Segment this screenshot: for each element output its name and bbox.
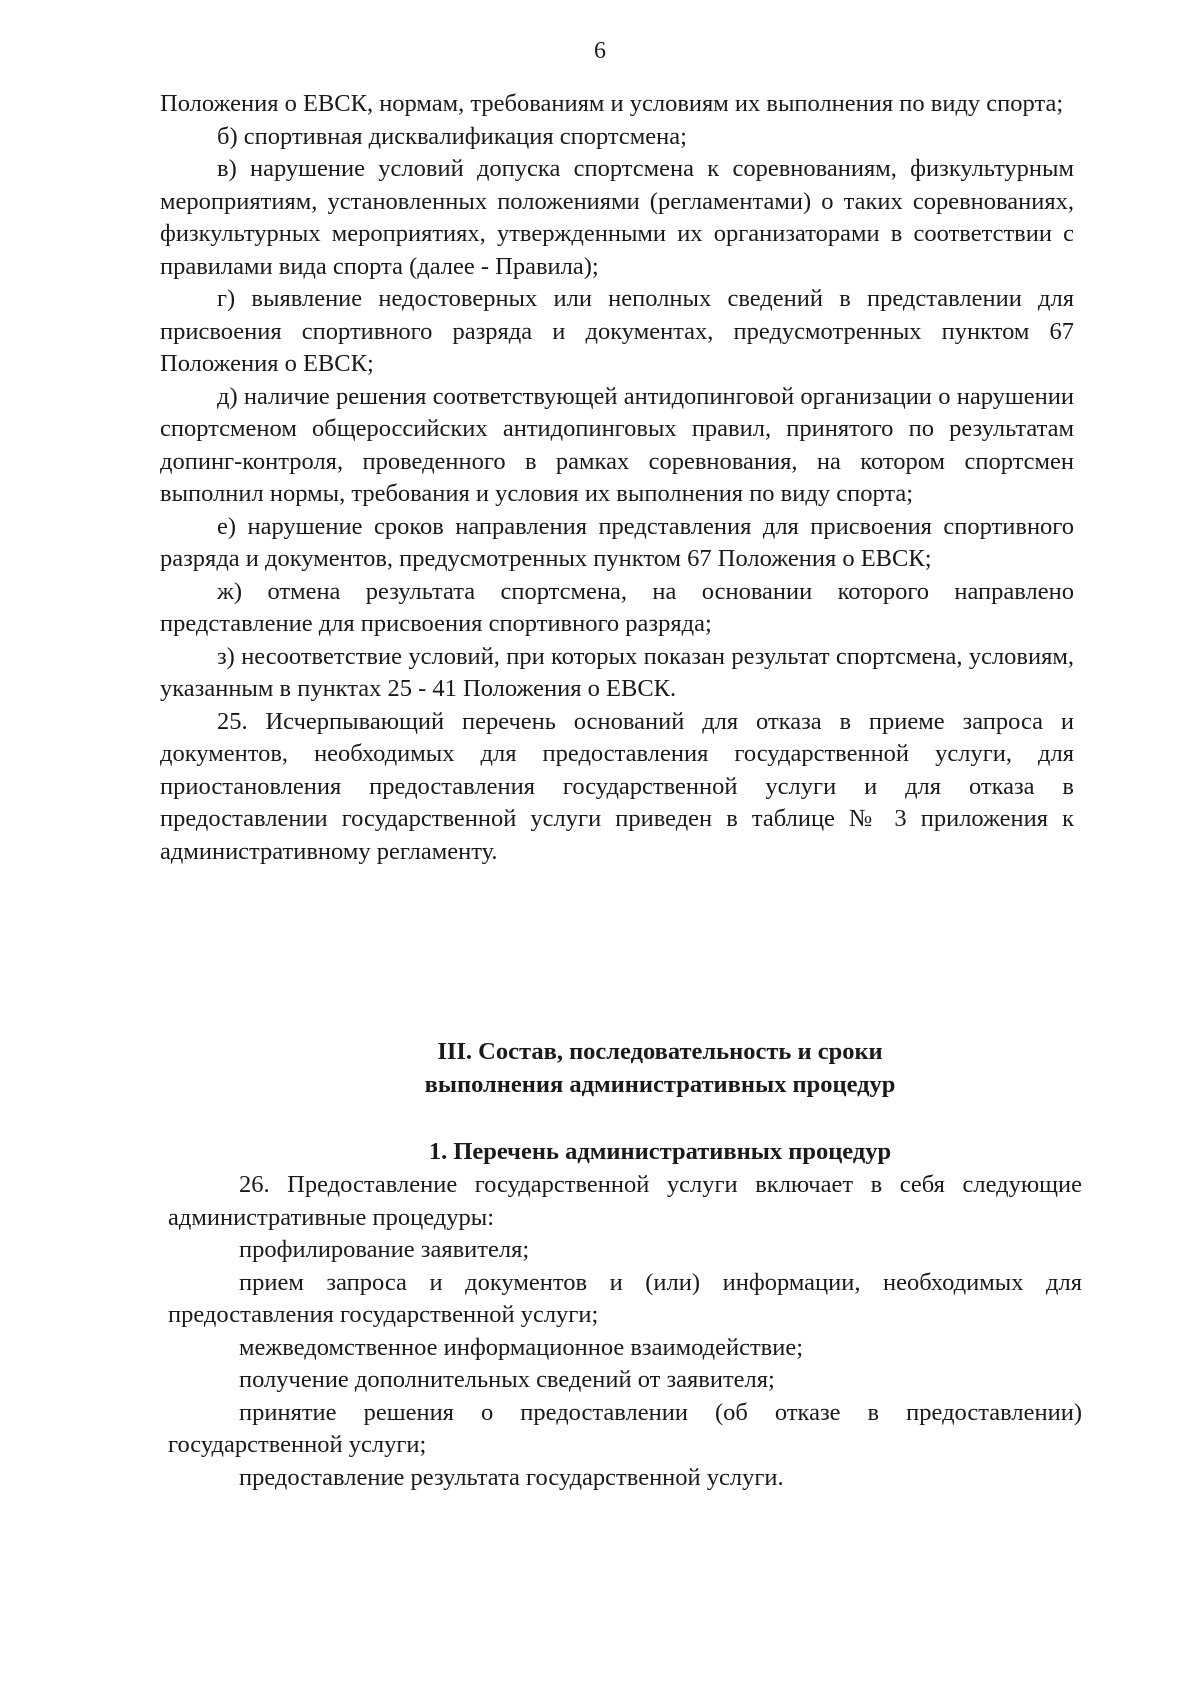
paragraph: предоставление результата государственной услуги. — [239, 1463, 784, 1491]
paragraph: б) спортивная дисквалификация спортсмена; — [217, 122, 687, 150]
paragraph: в) нарушение условий допуска спортсмена к соревнованиям, физкультурным мероприятиям, установленных положениями (регламентами) о таких соревнованиях, физкультурных мероприятиях, утвержденными их организаторами в соответствии с правилами вида спорта (далее - Правила); — [160, 155, 1074, 280]
paragraph: ж) отмена результата спортсмена, на основании которого направлено представление для присвоения спортивного разряда; — [160, 577, 1074, 637]
paragraph: 25. Исчерпывающий перечень оснований для отказа в приеме запроса и документов, необходимых для предоставления государственной услуги, для приостановления предоставления государственной услуги и для отказа в предоставлении государственной услуги приведен в таблице № 3 приложения к административному регламенту. — [160, 707, 1074, 865]
paragraph: г) выявление недостоверных или неполных сведений в представлении для присвоения спортивного разряда и документах, предусмотренных пунктом 67 Положения о ЕВСК; — [160, 285, 1074, 377]
section-heading-line-2: выполнения административных процедур — [424, 1071, 896, 1098]
page-number: 6 — [594, 38, 606, 64]
paragraph: получение дополнительных сведений от заявителя; — [239, 1366, 775, 1393]
body-text-top — [160, 88, 1074, 868]
paragraph: Положения о ЕВСК, нормам, требованиям и условиям их выполнения по виду спорта; — [160, 90, 1064, 117]
paragraph: прием запроса и документов и (или) информации, необходимых для предоставления государственной услуги; — [168, 1268, 1082, 1328]
section-heading — [160, 1035, 1160, 1101]
paragraph: з) несоответствие условий, при которых показан результат спортсмена, условиям, указанным в пунктах 25 - 41 Положения о ЕВСК. — [160, 642, 1074, 702]
paragraph: е) нарушение сроков направления представления для присвоения спортивного разряда и документов, предусмотренных пунктом 67 Положения о ЕВСК; — [160, 512, 1074, 572]
paragraph: профилирование заявителя; — [239, 1236, 530, 1263]
section-heading-line-1: III. Состав, последовательность и сроки — [437, 1038, 883, 1065]
paragraph: межведомственное информационное взаимодействие; — [239, 1333, 804, 1361]
body-text-bottom — [168, 1169, 1082, 1494]
paragraph: 26. Предоставление государственной услуги включает в себя следующие административные процедуры: — [168, 1171, 1082, 1231]
sub-heading: 1. Перечень административных процедур — [428, 1138, 892, 1165]
paragraph: д) наличие решения соответствующей антидопинговой организации о нарушении спортсменом общероссийских антидопинговых правил, принятого по результатам допинг-контроля, проведенного в рамках соревнования, на котором спортсмен выполнил нормы, требования и условия их выполнения по виду спорта; — [160, 382, 1074, 507]
paragraph: принятие решения о предоставлении (об отказе в предоставлении) государственной услуги; — [168, 1398, 1082, 1458]
